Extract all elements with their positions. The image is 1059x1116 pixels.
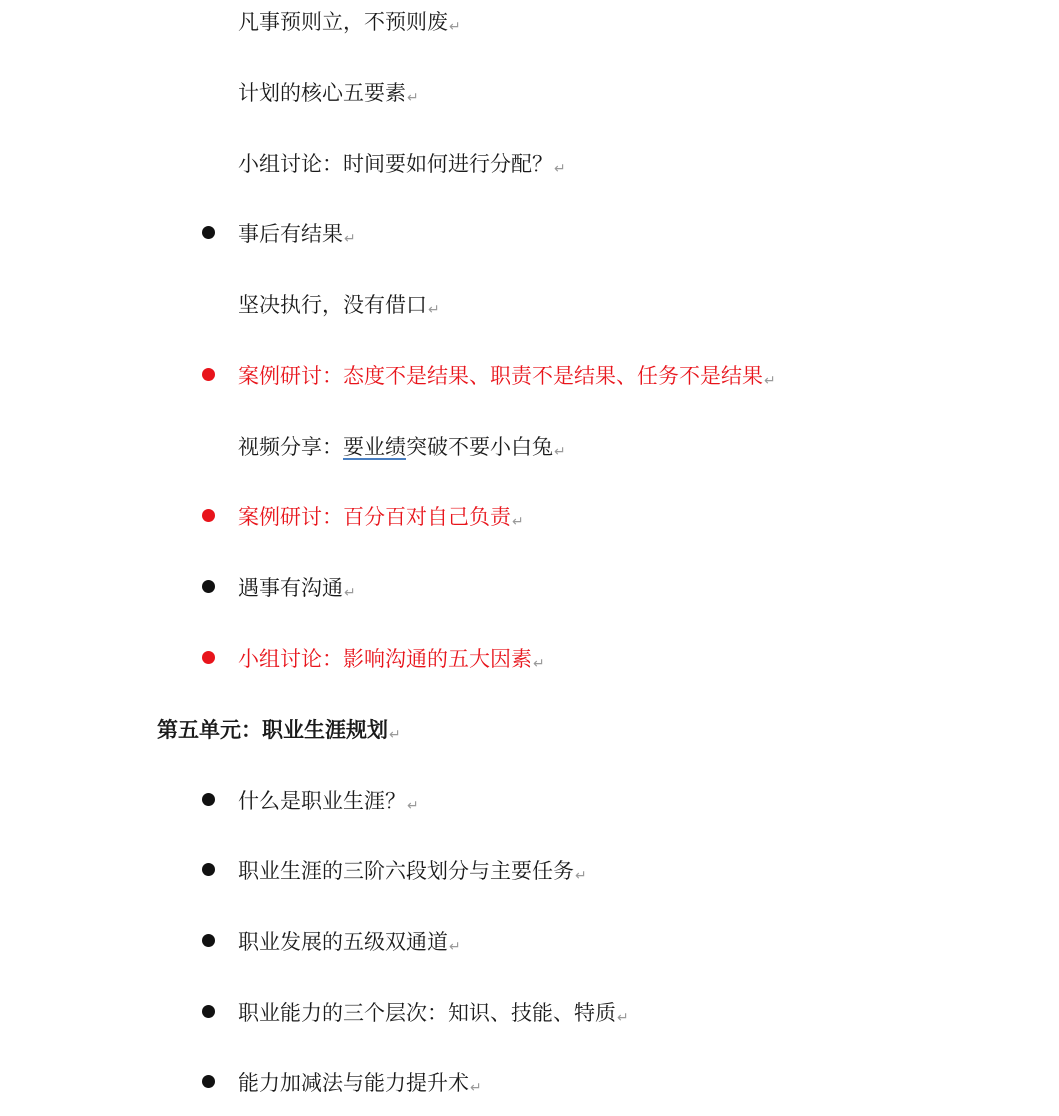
- bullet-item: [0, 638, 1059, 678]
- bullet-item: [0, 992, 1059, 1032]
- bullet-item-text[interactable]: 案例研讨：百分百对自己负责↵: [238, 505, 524, 530]
- section-heading: [0, 709, 1059, 749]
- paragraph-mark-icon: ↵: [389, 727, 401, 743]
- bullet-item: [0, 567, 1059, 607]
- bullet-item-text[interactable]: 职业能力的三个层次：知识、技能、特质↵: [238, 1001, 629, 1026]
- bullet-dot-icon: [202, 793, 215, 806]
- bullet-item-text[interactable]: 能力加减法与能力提升术↵: [238, 1071, 482, 1096]
- bullet-item: [0, 921, 1059, 961]
- bullet-dot-icon: [202, 934, 215, 947]
- paragraph-mark-icon: ↵: [344, 231, 356, 247]
- paragraph-mark-icon: ↵: [554, 161, 566, 177]
- paragraph: [0, 1, 1059, 41]
- bullet-dot-icon: [202, 509, 215, 522]
- paragraph-text[interactable]: 坚决执行，没有借口↵: [238, 293, 440, 318]
- paragraph-text[interactable]: 视频分享：要业绩突破不要小白兔↵: [238, 435, 566, 460]
- bullet-item-text[interactable]: 遇事有沟通↵: [238, 576, 356, 601]
- paragraph-mark-icon: ↵: [407, 90, 419, 106]
- bullet-item-text[interactable]: 小组讨论：影响沟通的五大因素↵: [238, 647, 545, 672]
- section-heading-text[interactable]: 第五单元：职业生涯规划↵: [157, 718, 401, 743]
- bullet-item-text[interactable]: 职业生涯的三阶六段划分与主要任务↵: [238, 859, 587, 884]
- bullet-item-text[interactable]: 事后有结果↵: [238, 222, 356, 247]
- paragraph: [0, 284, 1059, 324]
- bullet-item: [0, 1062, 1059, 1102]
- bullet-item-text[interactable]: 案例研讨：态度不是结果、职责不是结果、任务不是结果↵: [238, 364, 776, 389]
- paragraph-mark-icon: ↵: [428, 302, 440, 318]
- bullet-item-text[interactable]: 什么是职业生涯？↵: [238, 789, 419, 814]
- paragraph: [0, 426, 1059, 466]
- paragraph-mark-icon: ↵: [449, 939, 461, 955]
- paragraph-mark-icon: ↵: [344, 585, 356, 601]
- paragraph-mark-icon: ↵: [617, 1010, 629, 1026]
- bullet-item: [0, 850, 1059, 890]
- bullet-item: [0, 355, 1059, 395]
- bullet-dot-icon: [202, 1005, 215, 1018]
- paragraph: [0, 143, 1059, 183]
- paragraph-mark-icon: ↵: [449, 19, 461, 35]
- bullet-dot-icon: [202, 863, 215, 876]
- bullet-dot-icon: [202, 226, 215, 239]
- bullet-dot-icon: [202, 1075, 215, 1088]
- bullet-item: [0, 496, 1059, 536]
- paragraph: [0, 72, 1059, 112]
- bullet-dot-icon: [202, 651, 215, 664]
- bullet-dot-icon: [202, 580, 215, 593]
- bullet-item: [0, 780, 1059, 820]
- paragraph-mark-icon: ↵: [554, 444, 566, 460]
- paragraph-text[interactable]: 计划的核心五要素↵: [238, 81, 419, 106]
- grammar-underline[interactable]: 要业绩: [343, 435, 406, 459]
- bullet-dot-icon: [202, 368, 215, 381]
- paragraph-mark-icon: ↵: [512, 514, 524, 530]
- paragraph-mark-icon: ↵: [407, 798, 419, 814]
- paragraph-text[interactable]: 凡事预则立，不预则废↵: [238, 10, 461, 35]
- paragraph-mark-icon: ↵: [764, 373, 776, 389]
- paragraph-mark-icon: ↵: [470, 1080, 482, 1096]
- bullet-item-text[interactable]: 职业发展的五级双通道↵: [238, 930, 461, 955]
- paragraph-text[interactable]: 小组讨论：时间要如何进行分配？↵: [238, 152, 566, 177]
- paragraph-mark-icon: ↵: [533, 656, 545, 672]
- paragraph-mark-icon: ↵: [575, 868, 587, 884]
- bullet-item: [0, 213, 1059, 253]
